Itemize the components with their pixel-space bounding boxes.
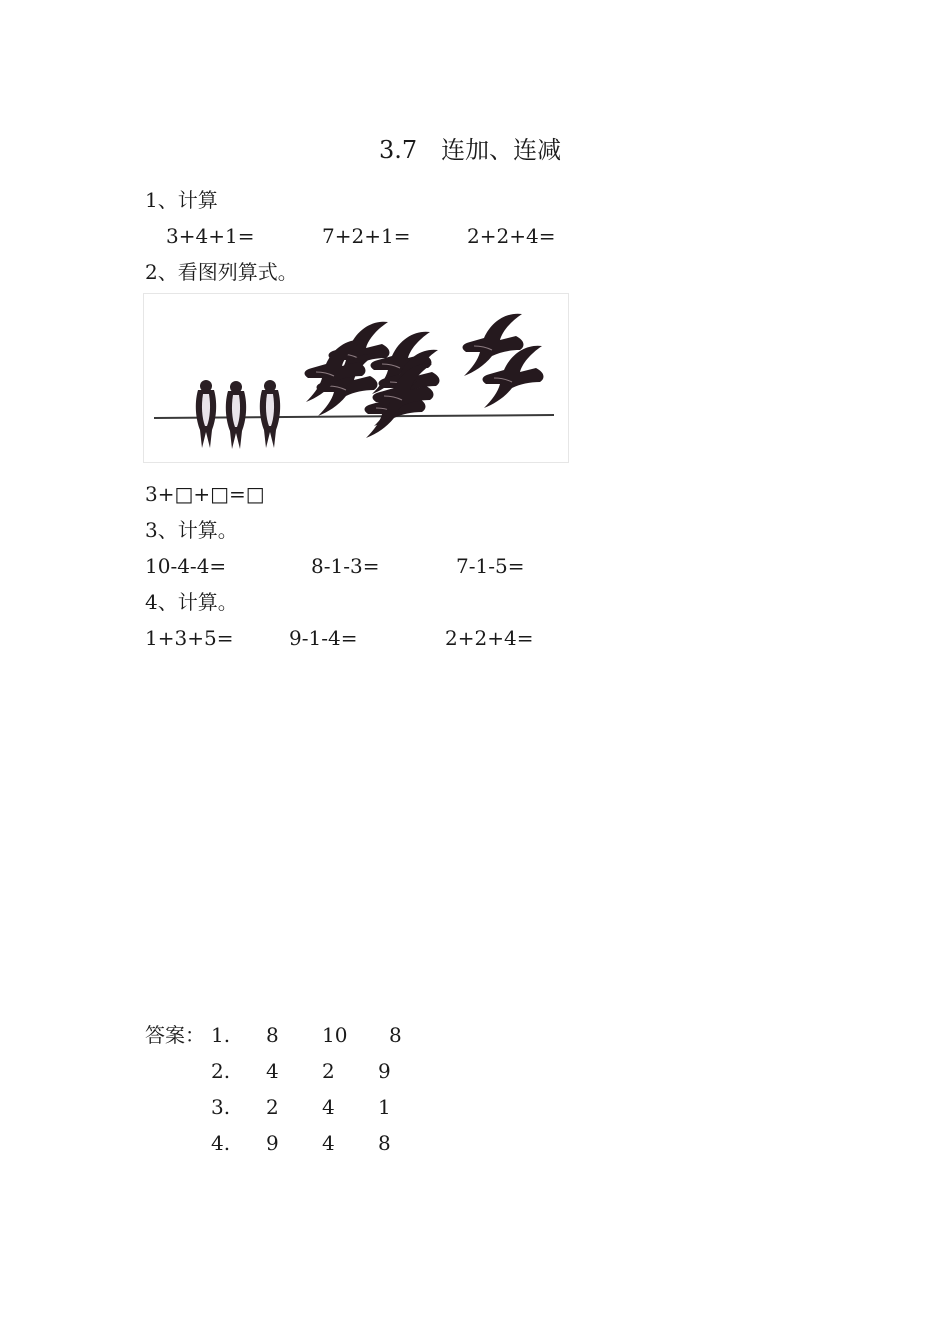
- answer-value: 8: [266, 1023, 279, 1047]
- answer-value: 2: [266, 1095, 279, 1119]
- answer-value: 9: [266, 1131, 279, 1155]
- q1-item-1: 3+4+1=: [166, 224, 255, 248]
- swallows-figure: [143, 293, 569, 463]
- answer-value: 1: [378, 1095, 391, 1119]
- answer-row-number: 1.: [211, 1023, 231, 1047]
- answer-row-number: 2.: [211, 1059, 231, 1083]
- answer-value: 8: [389, 1023, 402, 1047]
- answer-value: 8: [378, 1131, 391, 1155]
- answer-value: 4: [266, 1059, 279, 1083]
- q4-item-2: 9-1-4=: [289, 626, 358, 650]
- q3-heading: 3、计算。: [145, 518, 238, 542]
- q3-item-2: 8-1-3=: [311, 554, 380, 578]
- answer-row-number: 4.: [211, 1131, 231, 1155]
- q3-item-1: 10-4-4=: [145, 554, 227, 578]
- q1-heading: 1、计算: [145, 188, 218, 212]
- answers-label: 答案：: [145, 1023, 205, 1047]
- q1-item-2: 7+2+1=: [322, 224, 411, 248]
- answer-value: 2: [322, 1059, 335, 1083]
- q4-item-3: 2+2+4=: [445, 626, 534, 650]
- q2-heading: 2、看图列算式。: [145, 260, 298, 284]
- answer-row-number: 3.: [211, 1095, 231, 1119]
- swallows-illustration: [144, 294, 568, 462]
- answer-value: 4: [322, 1131, 335, 1155]
- answer-value: 4: [322, 1095, 335, 1119]
- answer-value: 9: [378, 1059, 391, 1083]
- q4-item-1: 1+3+5=: [145, 626, 234, 650]
- answer-value: 10: [322, 1023, 348, 1047]
- q1-item-3: 2+2+4=: [467, 224, 556, 248]
- q2-equation: 3+□+□=□: [145, 482, 265, 506]
- q4-heading: 4、计算。: [145, 590, 238, 614]
- page-title: 3.7 连加、连减: [379, 136, 562, 164]
- q3-item-3: 7-1-5=: [456, 554, 525, 578]
